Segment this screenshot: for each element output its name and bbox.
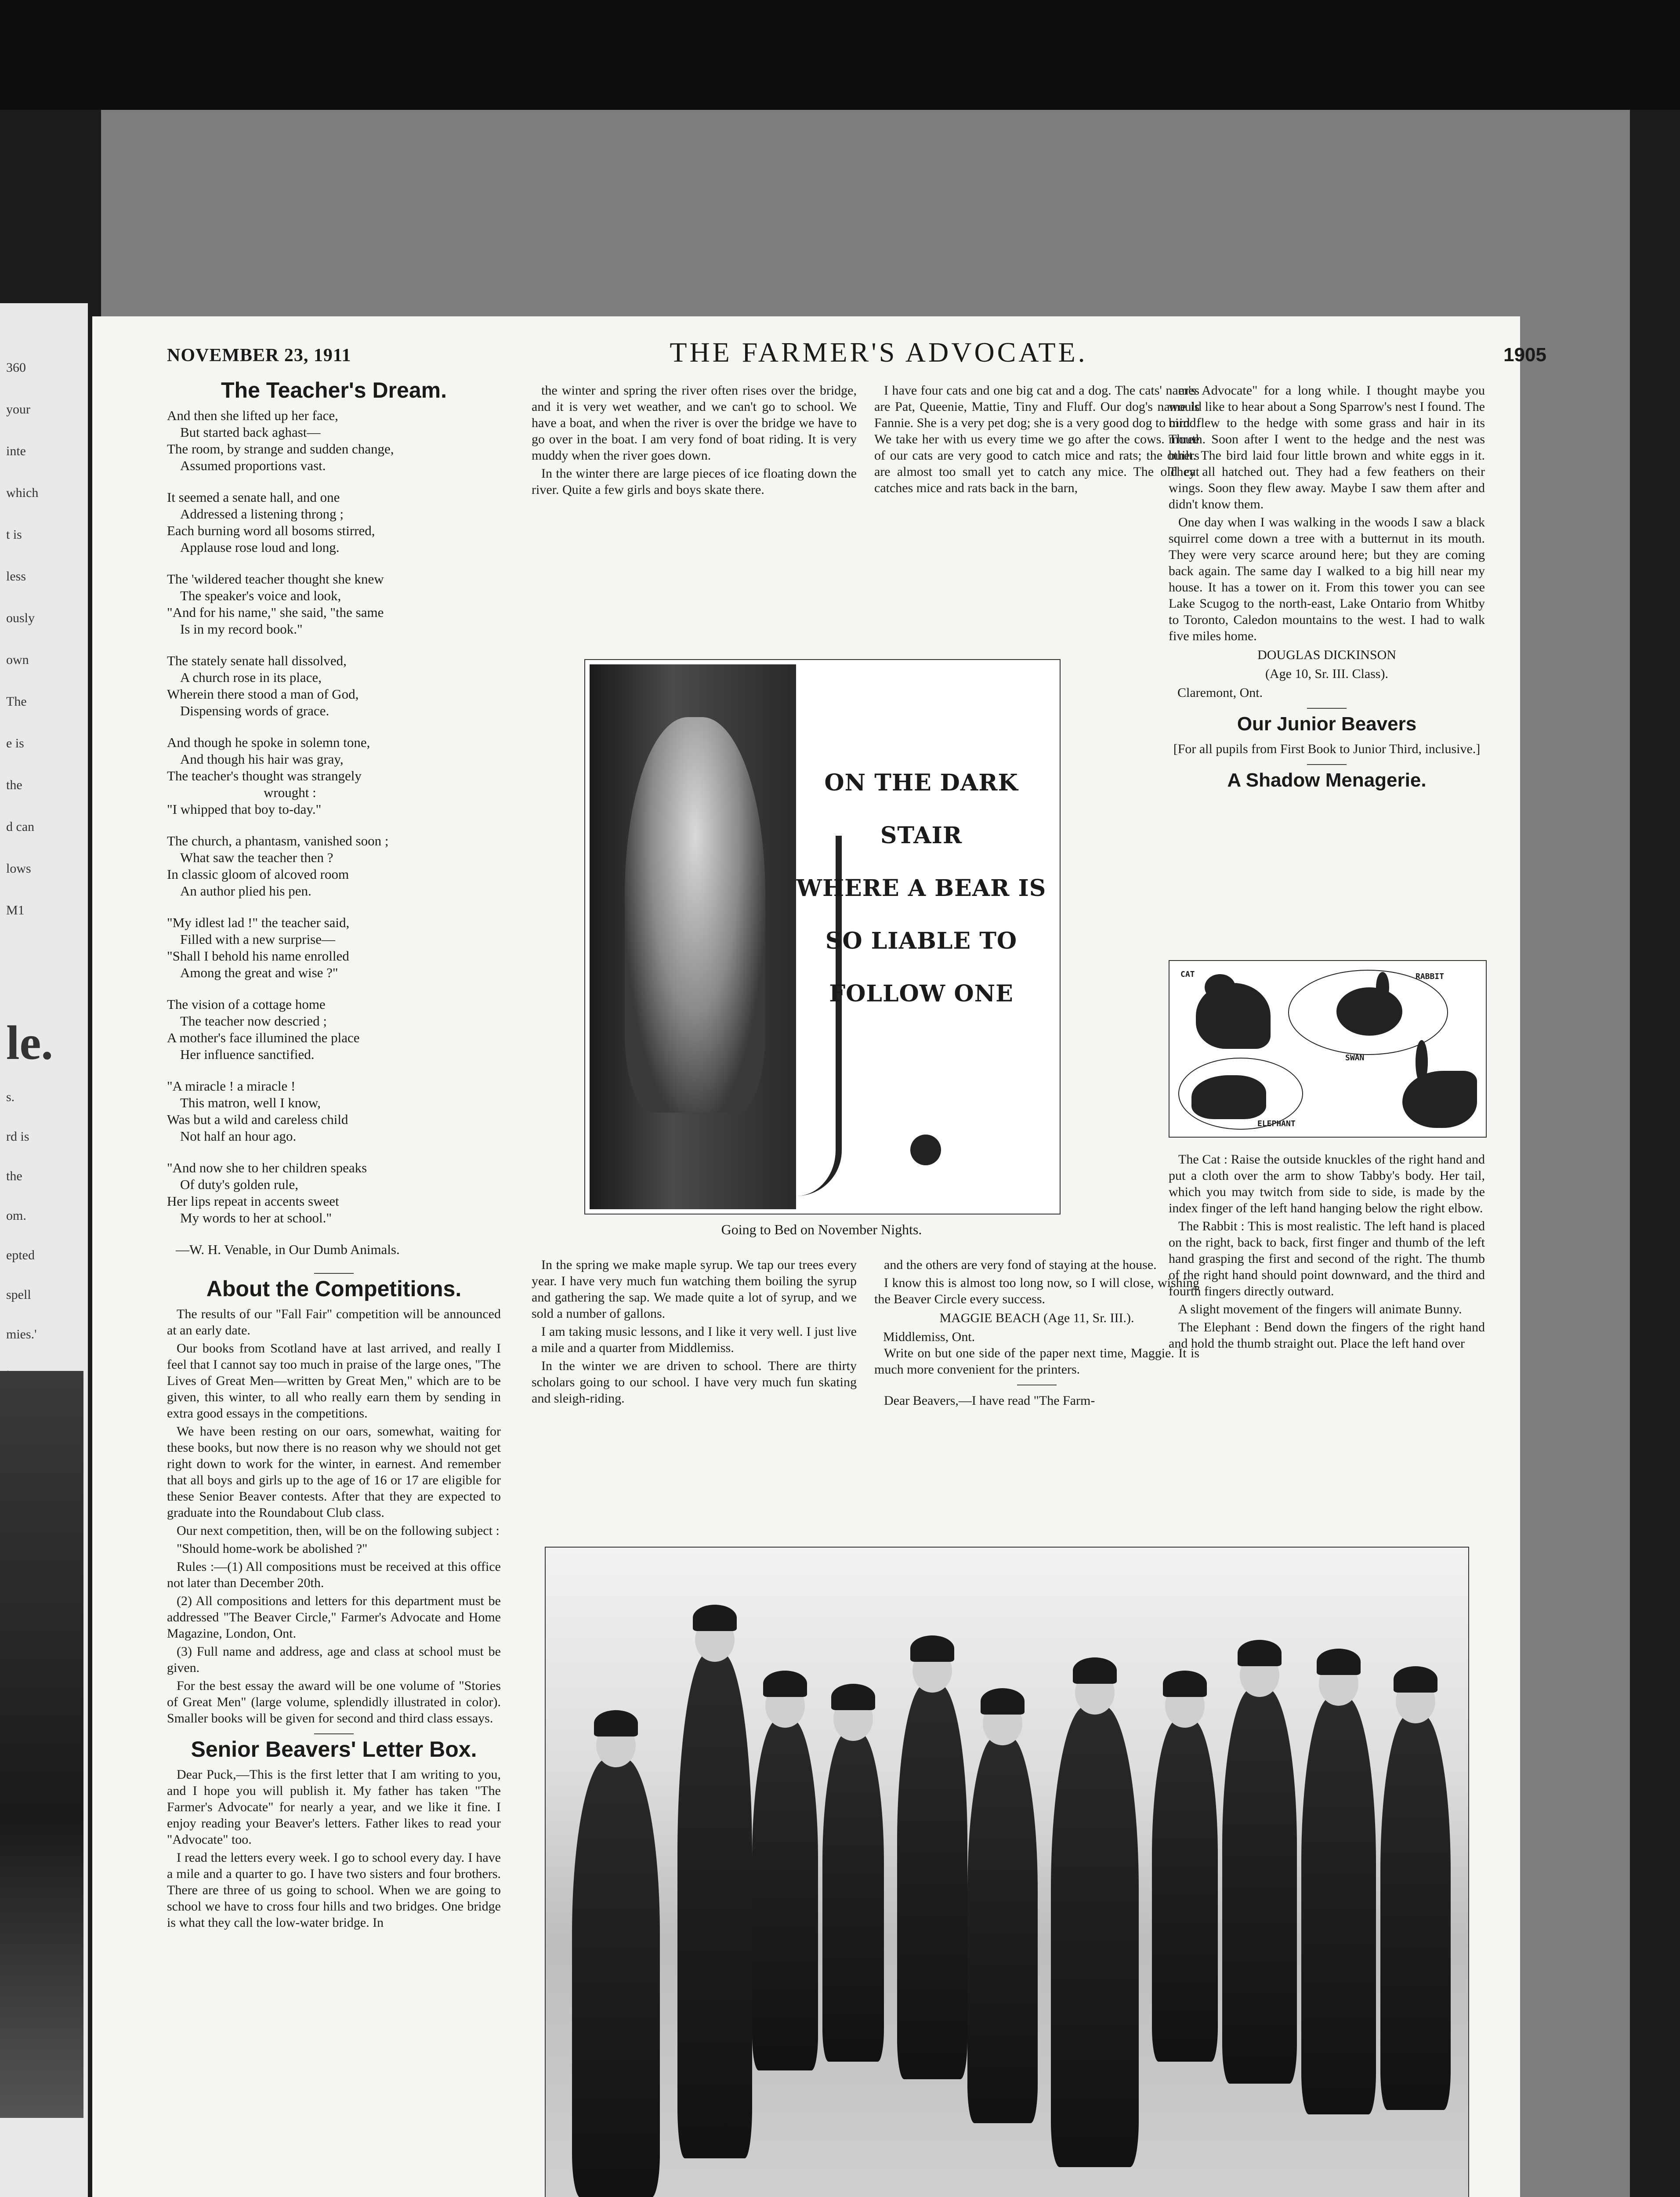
paragraph: In the winter there are large pieces of ice floating down the river. Quite a few girls and boys skate there. (532, 466, 857, 497)
lettering-line: WHERE A BEAR IS (796, 875, 1046, 902)
column-4-lower (1169, 1151, 1485, 1353)
poem-line: Assumed proportions vast. (180, 458, 326, 473)
next-letter-start: Dear Beavers,—I have read "The Farm- (884, 1393, 1095, 1408)
child-figure (625, 717, 765, 1113)
paragraph: er's Advocate" for a long while. I thought maybe you would like to hear about a Song Sparrow's nest I found. The bird flew to the hedge with some grass and hair in its mouth. Soon after I went to the hedge and the nest was built. The bird laid four little brown and white eggs in it. They all hatched out. They had a few feathers on their wings. Soon they flew away. Maybe I saw them after and didn't know them. (1169, 383, 1485, 511)
paragraph: A slight movement of the fingers will animate Bunny. (1178, 1302, 1462, 1316)
paragraph: In the winter we are driven to school. There are thirty scholars going to our school. I have very much fun skating and sleigh-riding. (532, 1359, 857, 1406)
adjacent-text-fragment: your (6, 402, 30, 417)
paragraph: (2) All compositions and letters for this department must be addressed "The Beaver Circle," Farmer's Advocate and Home Magazine, London, Ont. (167, 1594, 501, 1641)
poem-line: "And now she to her children speaks (167, 1160, 367, 1175)
letter-signature: DOUGLAS DICKINSON (1257, 648, 1396, 662)
competitions-body (167, 1306, 501, 1726)
poem-line: It seemed a senate hall, and one (167, 489, 340, 505)
column-4 (1169, 382, 1485, 797)
letter-place: Claremont, Ont. (1177, 685, 1263, 700)
poem-line: Filled with a new surprise— (180, 932, 336, 947)
section-rule (1307, 708, 1347, 709)
competitions-title: About the Competitions. (206, 1276, 462, 1301)
label-rabbit: RABBIT (1416, 972, 1445, 981)
poem-line: wrought : (264, 785, 316, 800)
skater-figure (1051, 1706, 1139, 2167)
poem-line: "A miracle ! a miracle ! (167, 1078, 296, 1094)
poem-stanza (167, 571, 501, 638)
adjacent-text-fragment: e is (6, 736, 24, 750)
letter-box-body (167, 1766, 501, 1931)
poem-line: The stately senate hall dissolved, (167, 653, 347, 668)
adjacent-text-fragment: d can (6, 819, 35, 834)
poem-stanza (167, 914, 501, 981)
poem-line: The teacher's thought was strangely (167, 768, 362, 783)
poem-line: "My idlest lad !" the teacher said, (167, 915, 350, 930)
adjacent-text-fragment: lows (6, 861, 31, 876)
skater-figure (1301, 1697, 1376, 2114)
adjacent-text-fragment: which (6, 486, 39, 500)
running-head (167, 336, 1546, 371)
poem-line: My words to her at school." (180, 1210, 332, 1225)
toque-cap (763, 1671, 807, 1697)
adjacent-text-fragment: own (6, 653, 29, 667)
toque-cap (594, 1710, 638, 1737)
poem-stanza (167, 996, 501, 1063)
letter-signature: MAGGIE BEACH (Age 11, Sr. III.). (939, 1311, 1134, 1325)
skater-figure (677, 1653, 752, 2158)
paragraph: The Cat : Raise the outside knuckles of the right hand and put a cloth over the arm to show Tabby's body. Her tail, which you may twitch from side to side, is made by the index finger of the left hand hanging below the right elbow. (1169, 1152, 1485, 1215)
poem-line: Each burning word all bosoms stirred, (167, 523, 375, 538)
paragraph: (3) Full name and address, age and class at school must be given. (167, 1644, 501, 1675)
junior-beavers-note: [For all pupils from First Book to Junior Third, inclusive.] (1173, 742, 1481, 756)
toque-cap (910, 1635, 954, 1662)
newspaper-page (92, 316, 1546, 2197)
cat-shadow-head (1205, 974, 1235, 1001)
poem-line: The room, by strange and sudden change, (167, 441, 394, 457)
poem-line: And then she lifted up her face, (167, 408, 338, 423)
toque-cap (1163, 1671, 1207, 1697)
poem-stanza (167, 489, 501, 556)
section-rule (314, 1733, 354, 1734)
paragraph: Rules :—(1) All compositions must be received at this office not later than December 20th. (167, 1559, 501, 1590)
paragraph: I am taking music lessons, and I like it very well. I just live a mile and a quarter from Middlemiss. (532, 1324, 857, 1355)
adjacent-text-fragment: 360 (6, 360, 26, 375)
paragraph: the winter and spring the river often rises over the bridge, and it is very wet weather, and we can't go to school. We have a boat, and when the river is over the bridge we have to go over in the boat. I am very fond of boat riding. It is very muddy when the river goes down. (532, 383, 857, 463)
page-number: 1905 (1503, 344, 1546, 366)
column-2-top (532, 382, 857, 500)
poem-line: Her lips repeat in accents sweet (167, 1193, 339, 1209)
poem-line: The teacher now descried ; (180, 1013, 327, 1029)
paragraph: Dear Puck,—This is the first letter that I am writing to you, and I hope you will publish it. My father has taken "The Farmer's Advocate" for nearly a year, and we like it fine. I enjoy reading your Beaver's letters. Father likes to read your "Advocate" too. (167, 1767, 501, 1847)
letter-place: Middlemiss, Ont. (883, 1330, 975, 1344)
poem-line: Dispensing words of grace. (180, 703, 329, 718)
label-elephant: ELEPHANT (1257, 1119, 1296, 1128)
column-3-top (874, 382, 1199, 498)
poem-line: Of duty's golden rule, (180, 1177, 299, 1192)
letter-box-title: Senior Beavers' Letter Box. (191, 1737, 477, 1762)
adjacent-text-fragment: spell (6, 1287, 31, 1302)
paragraph: The Rabbit : This is most realistic. The left hand is placed on the right, back to back, first finger and thumb of the left hand grasping the first and second of the right. The thumb of the right hand should point downward, and the third and fourth fingers directly outward. (1169, 1219, 1485, 1298)
paragraph: For the best essay the award will be one volume of "Stories of Great Men" (large volume, splendidly illustrated in color). Smaller books will be given for second and third class essays. (167, 1679, 501, 1726)
adjacent-text-fragment: the (6, 778, 22, 792)
paragraph: In the spring we make maple syrup. We tap our trees every year. I have very much fun watching them boiling the syrup and gathering the sap. We made quite a lot of syrup, and we sold a number of gallons. (532, 1258, 857, 1321)
label-swan: SWAN (1345, 1053, 1365, 1062)
poem-line: Wherein there stood a man of God, (167, 686, 359, 702)
poem-line: The 'wildered teacher thought she knew (167, 571, 384, 587)
poem-line: "I whipped that boy to-day." (167, 801, 322, 817)
poem-line: "Shall I behold his name enrolled (167, 948, 349, 964)
poem-line: And though his hair was gray, (180, 751, 344, 767)
lettering-line: SO LIABLE TO (825, 928, 1017, 954)
editor-reply: Write on but one side of the paper next time, Maggie. It is much more convenient for the printers. (874, 1346, 1199, 1377)
paragraph: One day when I was walking in the woods I saw a black squirrel come down a tree with a butternut in its mouth. They were very scarce around here; but they are coming back again. The same day I walked to a big hill near my house. It has a tower on it. From this tower you can see Lake Scugog to the north-east, Lake Ontario from Whitby to Toronto, Caledon mountains to the west. I had to walk five miles home. (1169, 515, 1485, 643)
poem-line: Applause rose loud and long. (180, 540, 340, 555)
adjacent-text-fragment: epted (6, 1248, 35, 1262)
adjacent-text-fragment: s. (6, 1090, 15, 1104)
adjacent-text-fragment: M1 (6, 903, 25, 917)
section-rule (314, 1273, 354, 1274)
section-rule (1307, 764, 1347, 765)
paragraph: I have four cats and one big cat and a dog. The cats' names are Pat, Queenie, Mattie, Tiny and Fluff. Our dog's name is Fannie. She is a very pet dog; she is a very good dog to mind. We take her with us every time we go after the cows. Three of our cats are very good to catch mice and rats; the others are almost too small yet to catch any mice. The old cat catches mice and rats back in the barn, (874, 383, 1199, 495)
toque-cap (1317, 1649, 1361, 1675)
publication-title: THE FARMER'S ADVOCATE. (670, 337, 1088, 368)
poem-line: Was but a wild and careless child (167, 1112, 348, 1127)
elephant-shadow (1191, 1075, 1266, 1119)
poem-line: This matron, well I know, (180, 1095, 321, 1110)
lettering-line: ON THE DARK STAIR (824, 769, 1018, 849)
adjacent-text-fragment: less (6, 569, 26, 584)
dark-stair-illustration (584, 659, 1061, 1215)
poem-line: Her influence sanctified. (180, 1047, 315, 1062)
skater-figure (572, 1758, 660, 2197)
adjacent-page-fragment (0, 303, 88, 2197)
scan-border-top (0, 0, 1680, 110)
poem-stanza (167, 833, 501, 899)
adjacent-text-fragment: mies.' (6, 1327, 37, 1341)
issue-date: NOVEMBER 23, 1911 (167, 345, 351, 366)
adjacent-text-fragment: ously (6, 611, 35, 625)
skater-figure (1222, 1688, 1297, 2084)
poem-line: An author plied his pen. (180, 883, 311, 899)
poem-line: Addressed a listening throng ; (180, 506, 344, 522)
column-3-bottom (874, 1257, 1199, 1410)
toque-cap (981, 1688, 1025, 1715)
poem-line: Among the great and wise ?" (180, 965, 338, 980)
adjacent-text-fragment: le. (6, 1016, 53, 1069)
junior-beavers-title: Our Junior Beavers (1237, 713, 1417, 735)
poem-stanza (167, 1160, 501, 1226)
adjacent-text-fragment: rd is (6, 1129, 29, 1144)
adjacent-text-fragment: The (6, 694, 27, 709)
poem-line: In classic gloom of alcoved room (167, 866, 349, 882)
shadow-menagerie-illustration (1169, 960, 1487, 1138)
adjacent-text-fragment: t is (6, 527, 22, 542)
adjacent-text-fragment: the (6, 1169, 22, 1183)
poem-line: Is in my record book." (180, 621, 303, 637)
illustration-lettering (792, 757, 1051, 1020)
lettering-line: FOLLOW ONE (829, 980, 1014, 1007)
skater-figure (967, 1737, 1038, 2123)
swan-neck (1416, 1040, 1428, 1084)
toque-cap (693, 1605, 737, 1631)
poem-line: What saw the teacher then ? (180, 850, 333, 865)
poem-line: A mother's face illumined the place (167, 1030, 360, 1045)
swan-shadow (1402, 1071, 1477, 1128)
letter-age: (Age 10, Sr. III. Class). (1265, 667, 1388, 681)
poem-stanza (167, 1078, 501, 1145)
adjacent-text-fragment: inte (6, 444, 26, 458)
skater-figure (752, 1719, 818, 2070)
poem-line: But started back aghast— (180, 424, 321, 440)
choosing-sides-photo (545, 1547, 1469, 2197)
poem-line: And though he spoke in solemn tone, (167, 735, 370, 750)
rabbit-shadow (1336, 987, 1402, 1036)
poem-title: The Teacher's Dream. (221, 378, 447, 402)
adjacent-text-fragment: om. (6, 1208, 26, 1223)
shadow-menagerie-title: A Shadow Menagerie. (1227, 769, 1427, 791)
poem-line: The church, a phantasm, vanished soon ; (167, 833, 389, 848)
poem-line: A church rose in its place, (180, 670, 322, 685)
poem-line: "And for his name," she said, "the same (167, 605, 384, 620)
paragraph: The Elephant : Bend down the fingers of the right hand and hold the thumb straight out. Place the left hand over (1169, 1320, 1485, 1351)
adjacent-page-photo (0, 1371, 83, 2118)
poem-line: The vision of a cottage home (167, 997, 326, 1012)
toque-cap (1238, 1640, 1282, 1666)
label-cat: CAT (1180, 970, 1195, 979)
poem-stanza (167, 653, 501, 719)
toque-cap (1394, 1666, 1437, 1693)
paragraph: and the others are very fond of staying at the house. (884, 1258, 1157, 1272)
skater-figure (1152, 1719, 1218, 2062)
paragraph: The results of our "Fall Fair" competition will be announced at an early date. (167, 1307, 501, 1338)
toque-cap (1073, 1657, 1117, 1684)
poem-line: The speaker's voice and look, (180, 588, 341, 603)
newel-knob (910, 1135, 941, 1165)
toque-cap (831, 1684, 875, 1710)
paragraph: I read the letters every week. I go to school every day. I have a mile and a quarter to go. I have two sisters and four brothers. There are three of us going to school. When we are going to school we have to cross four hills and two bridges. One bridge is what they call the low-water bridge. In (167, 1850, 501, 1930)
poem-stanza (167, 734, 501, 818)
rabbit-ear (1376, 972, 1389, 1003)
paragraph: We have been resting on our oars, somewhat, waiting for these books, but now there is no reason why we should not get right down to work for the winter, in earnest. And remember that all boys and girls up to the age of 16 or 17 are eligible for these Senior Beaver contests. After that they are expected to graduate into the Roundabout Club class. (167, 1424, 501, 1520)
skater-figure (897, 1684, 967, 2079)
poem-attribution: —W. H. Venable, in Our Dumb Animals. (176, 1242, 400, 1257)
column-2-bottom (532, 1257, 857, 1408)
poem-line: Not half an hour ago. (180, 1128, 297, 1144)
poem-stanza (167, 407, 501, 474)
paragraph: "Should home-work be abolished ?" (177, 1541, 368, 1556)
dark-stair-caption: Going to Bed on November Nights. (721, 1222, 922, 1237)
column-1 (167, 378, 501, 1932)
skater-figure (1380, 1715, 1451, 2110)
skater-figure (822, 1732, 884, 2062)
paragraph: I know this is almost too long now, so I will close, wishing the Beaver Circle every success. (874, 1276, 1199, 1306)
paragraph: Our next competition, then, will be on the following subject : (177, 1523, 500, 1538)
poem-body (167, 407, 501, 1226)
paragraph: Our books from Scotland have at last arrived, and really I feel that I cannot say too much in praise of the large ones, "The Lives of Great Men—written by Great Men," which are to be given, this winter, to all who really earn them by sending in extra good essays in the competitions. (167, 1341, 501, 1421)
